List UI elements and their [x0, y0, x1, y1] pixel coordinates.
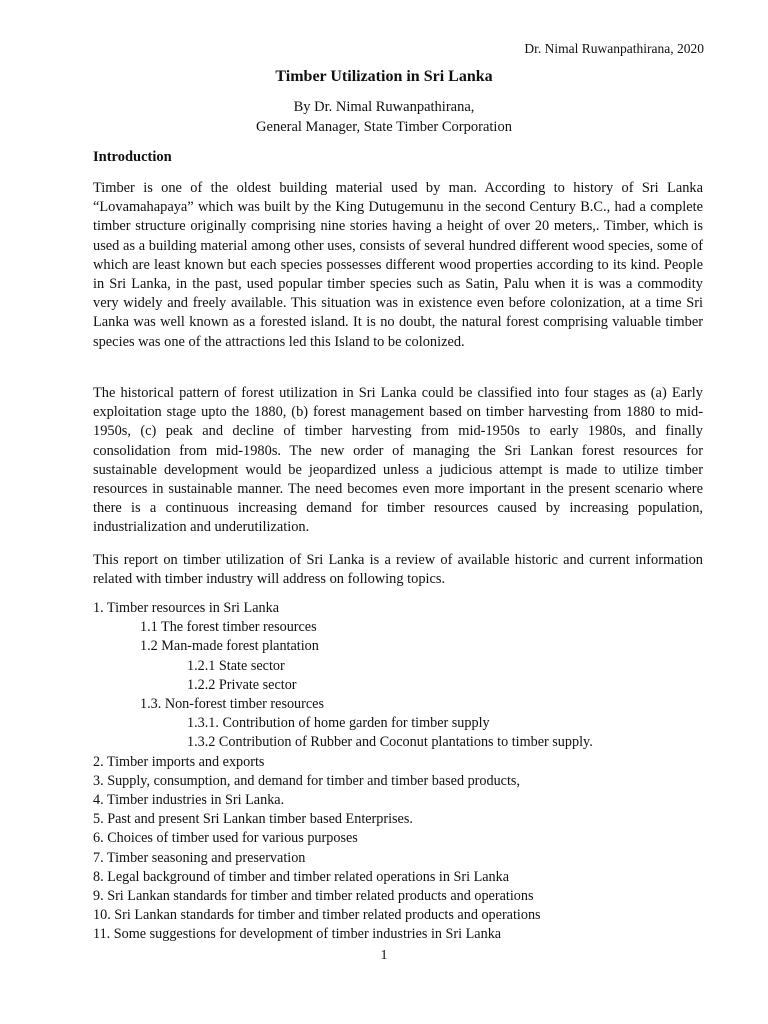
byline-affiliation: General Manager, State Timber Corporation	[256, 118, 512, 135]
document-title: Timber Utilization in Sri Lanka	[275, 68, 493, 85]
byline-author: By Dr. Nimal Ruwanpathirana,	[293, 99, 475, 115]
topic-item: 2. Timber imports and exports	[93, 753, 265, 770]
section-heading-introduction: Introduction	[93, 149, 172, 165]
topic-item: 1.3. Non-forest timber resources	[140, 696, 324, 713]
paragraph: This report on timber utilization of Sri Lanka is a review of available historic and current information related with timber industry will address on following topics.	[93, 552, 703, 588]
topic-item: 5. Past and present Sri Lankan timber based Enterprises.	[93, 811, 413, 828]
topic-item: 1.2.2 Private sector	[187, 676, 297, 693]
topic-item: 4. Timber industries in Sri Lanka.	[93, 792, 285, 809]
topic-item: 1.3.1. Contribution of home garden for timber supply	[187, 715, 490, 732]
paragraph: Timber is one of the oldest building material used by man. According to history of Sri Lanka “Lovamahapaya” which was built by the King Dutugemunu in the second Century B.C., had a complete timber structure originally comprising nine stories having a height of over 20 meters,. Timber, which is used as a building material among other uses, consists of several hundred different wood species, some of which are least known but each species possesses different wood properties according to its kind. People in Sri Lanka, in the past, used popular timber species such as Satin, Palu when it is was a commodity very widely and freely available. This situation was in existence even before colonization, at a time Sri Lanka was well known as a forested island. It is no doubt, the natural forest comprising valuable timber species was one of the attractions led this Island to be colonized.	[93, 180, 703, 350]
topic-item: 1.2 Man-made forest plantation	[140, 638, 319, 655]
page-number: 1	[380, 948, 388, 963]
topic-item: 1.3.2 Contribution of Rubber and Coconut plantations to timber supply.	[187, 734, 593, 751]
page-header-author: Dr. Nimal Ruwanpathirana, 2020	[524, 41, 704, 56]
byline	[0, 98, 768, 137]
topic-list	[93, 599, 723, 945]
topic-item: 1.1 The forest timber resources	[140, 619, 317, 636]
topic-item: 9. Sri Lankan standards for timber and timber related products and operations	[93, 888, 534, 905]
topic-item: 7. Timber seasoning and preservation	[93, 849, 306, 866]
topic-item: 3. Supply, consumption, and demand for timber and timber based products,	[93, 772, 520, 789]
topic-item: 6. Choices of timber used for various purposes	[93, 830, 358, 847]
topic-item: 10. Sri Lankan standards for timber and timber related products and operations	[93, 907, 541, 924]
topic-item: 11. Some suggestions for development of timber industries in Sri Lanka	[93, 926, 502, 943]
topic-item: 1. Timber resources in Sri Lanka	[93, 600, 279, 616]
topic-item: 1.2.1 State sector	[187, 657, 285, 674]
paragraph: The historical pattern of forest utilization in Sri Lanka could be classified into four stages as (a) Early exploitation stage upto the 1880, (b) forest management based on timber harvesting from 1880 to mid-1950s, (c) peak and decline of timber harvesting from mid-1950s to early 1980s, and finally consolidation from mid-1980s. The new order of managing the Sri Lankan forest resources for sustainable development would be jeopardized unless a judicious attempt is made to utilize timber resources in sustainable manner. The need becomes even more important in the present scenario where there is a continuous increasing demand for timber resources caused by increasing population, industrialization and underutilization.	[93, 385, 703, 536]
topic-item: 8. Legal background of timber and timber related operations in Sri Lanka	[93, 868, 510, 885]
